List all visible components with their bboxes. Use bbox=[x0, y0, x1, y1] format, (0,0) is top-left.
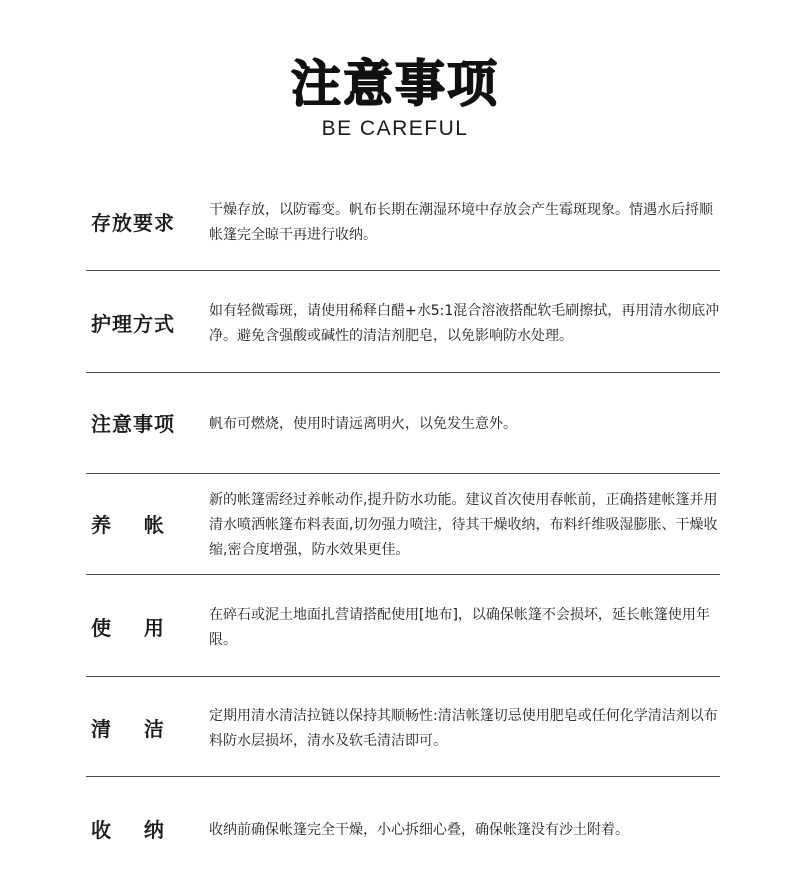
page-title: 注意事项 bbox=[291, 55, 499, 113]
section-text: 定期用清水清洁拉链以保持其顺畅性:清洁帐篷切忌使用肥皂或任何化学清洁剂以布料防水层损坏，清水及软毛清洁即可。 bbox=[209, 708, 718, 749]
page-subtitle: BE CAREFUL bbox=[321, 117, 469, 140]
section-text: 帆布可燃烧，使用时请远离明火，以免发生意外。 bbox=[209, 415, 517, 432]
section-text: 收纳前确保帐篷完全干燥，小心拆细心叠，确保帐篷没有沙土附着。 bbox=[209, 821, 629, 838]
section-cleaning bbox=[86, 702, 720, 756]
section-divider bbox=[86, 776, 720, 777]
section-label: 清 洁 bbox=[91, 717, 165, 741]
section-packing bbox=[86, 810, 720, 850]
section-divider bbox=[86, 574, 720, 575]
section-label: 养 帐 bbox=[91, 513, 165, 537]
section-caution bbox=[86, 404, 720, 444]
section-label: 存放要求 bbox=[91, 211, 175, 235]
section-divider bbox=[86, 676, 720, 677]
section-care bbox=[86, 296, 720, 352]
section-text: 在碎石或泥土地面扎营请搭配使用[地布]，以确保帐篷不会损坏，延长帐篷使用年限。 bbox=[209, 607, 710, 648]
section-label: 注意事项 bbox=[91, 412, 175, 436]
section-divider bbox=[86, 372, 720, 373]
section-label: 收 纳 bbox=[91, 818, 165, 842]
section-text: 如有轻微霉斑，请使用稀释白醋+水5:1混合溶液搭配软毛刷擦拭，再用清水彻底冲净。避免含强酸或碱性的清洁剂肥皂，以免影响防水处理。 bbox=[209, 303, 720, 344]
section-label: 护理方式 bbox=[91, 312, 175, 336]
section-usage bbox=[86, 601, 720, 655]
section-seasoning bbox=[86, 486, 720, 564]
section-text: 新的帐篷需经过养帐动作,提升防水功能。建议首次使用春帐前，正确搭建帐篷并用清水喷洒帐篷布料表面,切勿强力喷注，待其干燥收纳，布料纤维吸湿膨胀、干燥收缩,密合度增强，防水效果更佳。 bbox=[209, 491, 718, 558]
section-text: 干燥存放，以防霉变。帆布长期在潮湿环境中存放会产生霉斑现象。情遇水后捋顺帐篷完全晾干再进行收纳。 bbox=[209, 202, 713, 243]
section-label: 使 用 bbox=[91, 616, 165, 640]
section-storage bbox=[86, 194, 720, 252]
section-divider bbox=[86, 473, 720, 474]
section-divider bbox=[86, 270, 720, 271]
